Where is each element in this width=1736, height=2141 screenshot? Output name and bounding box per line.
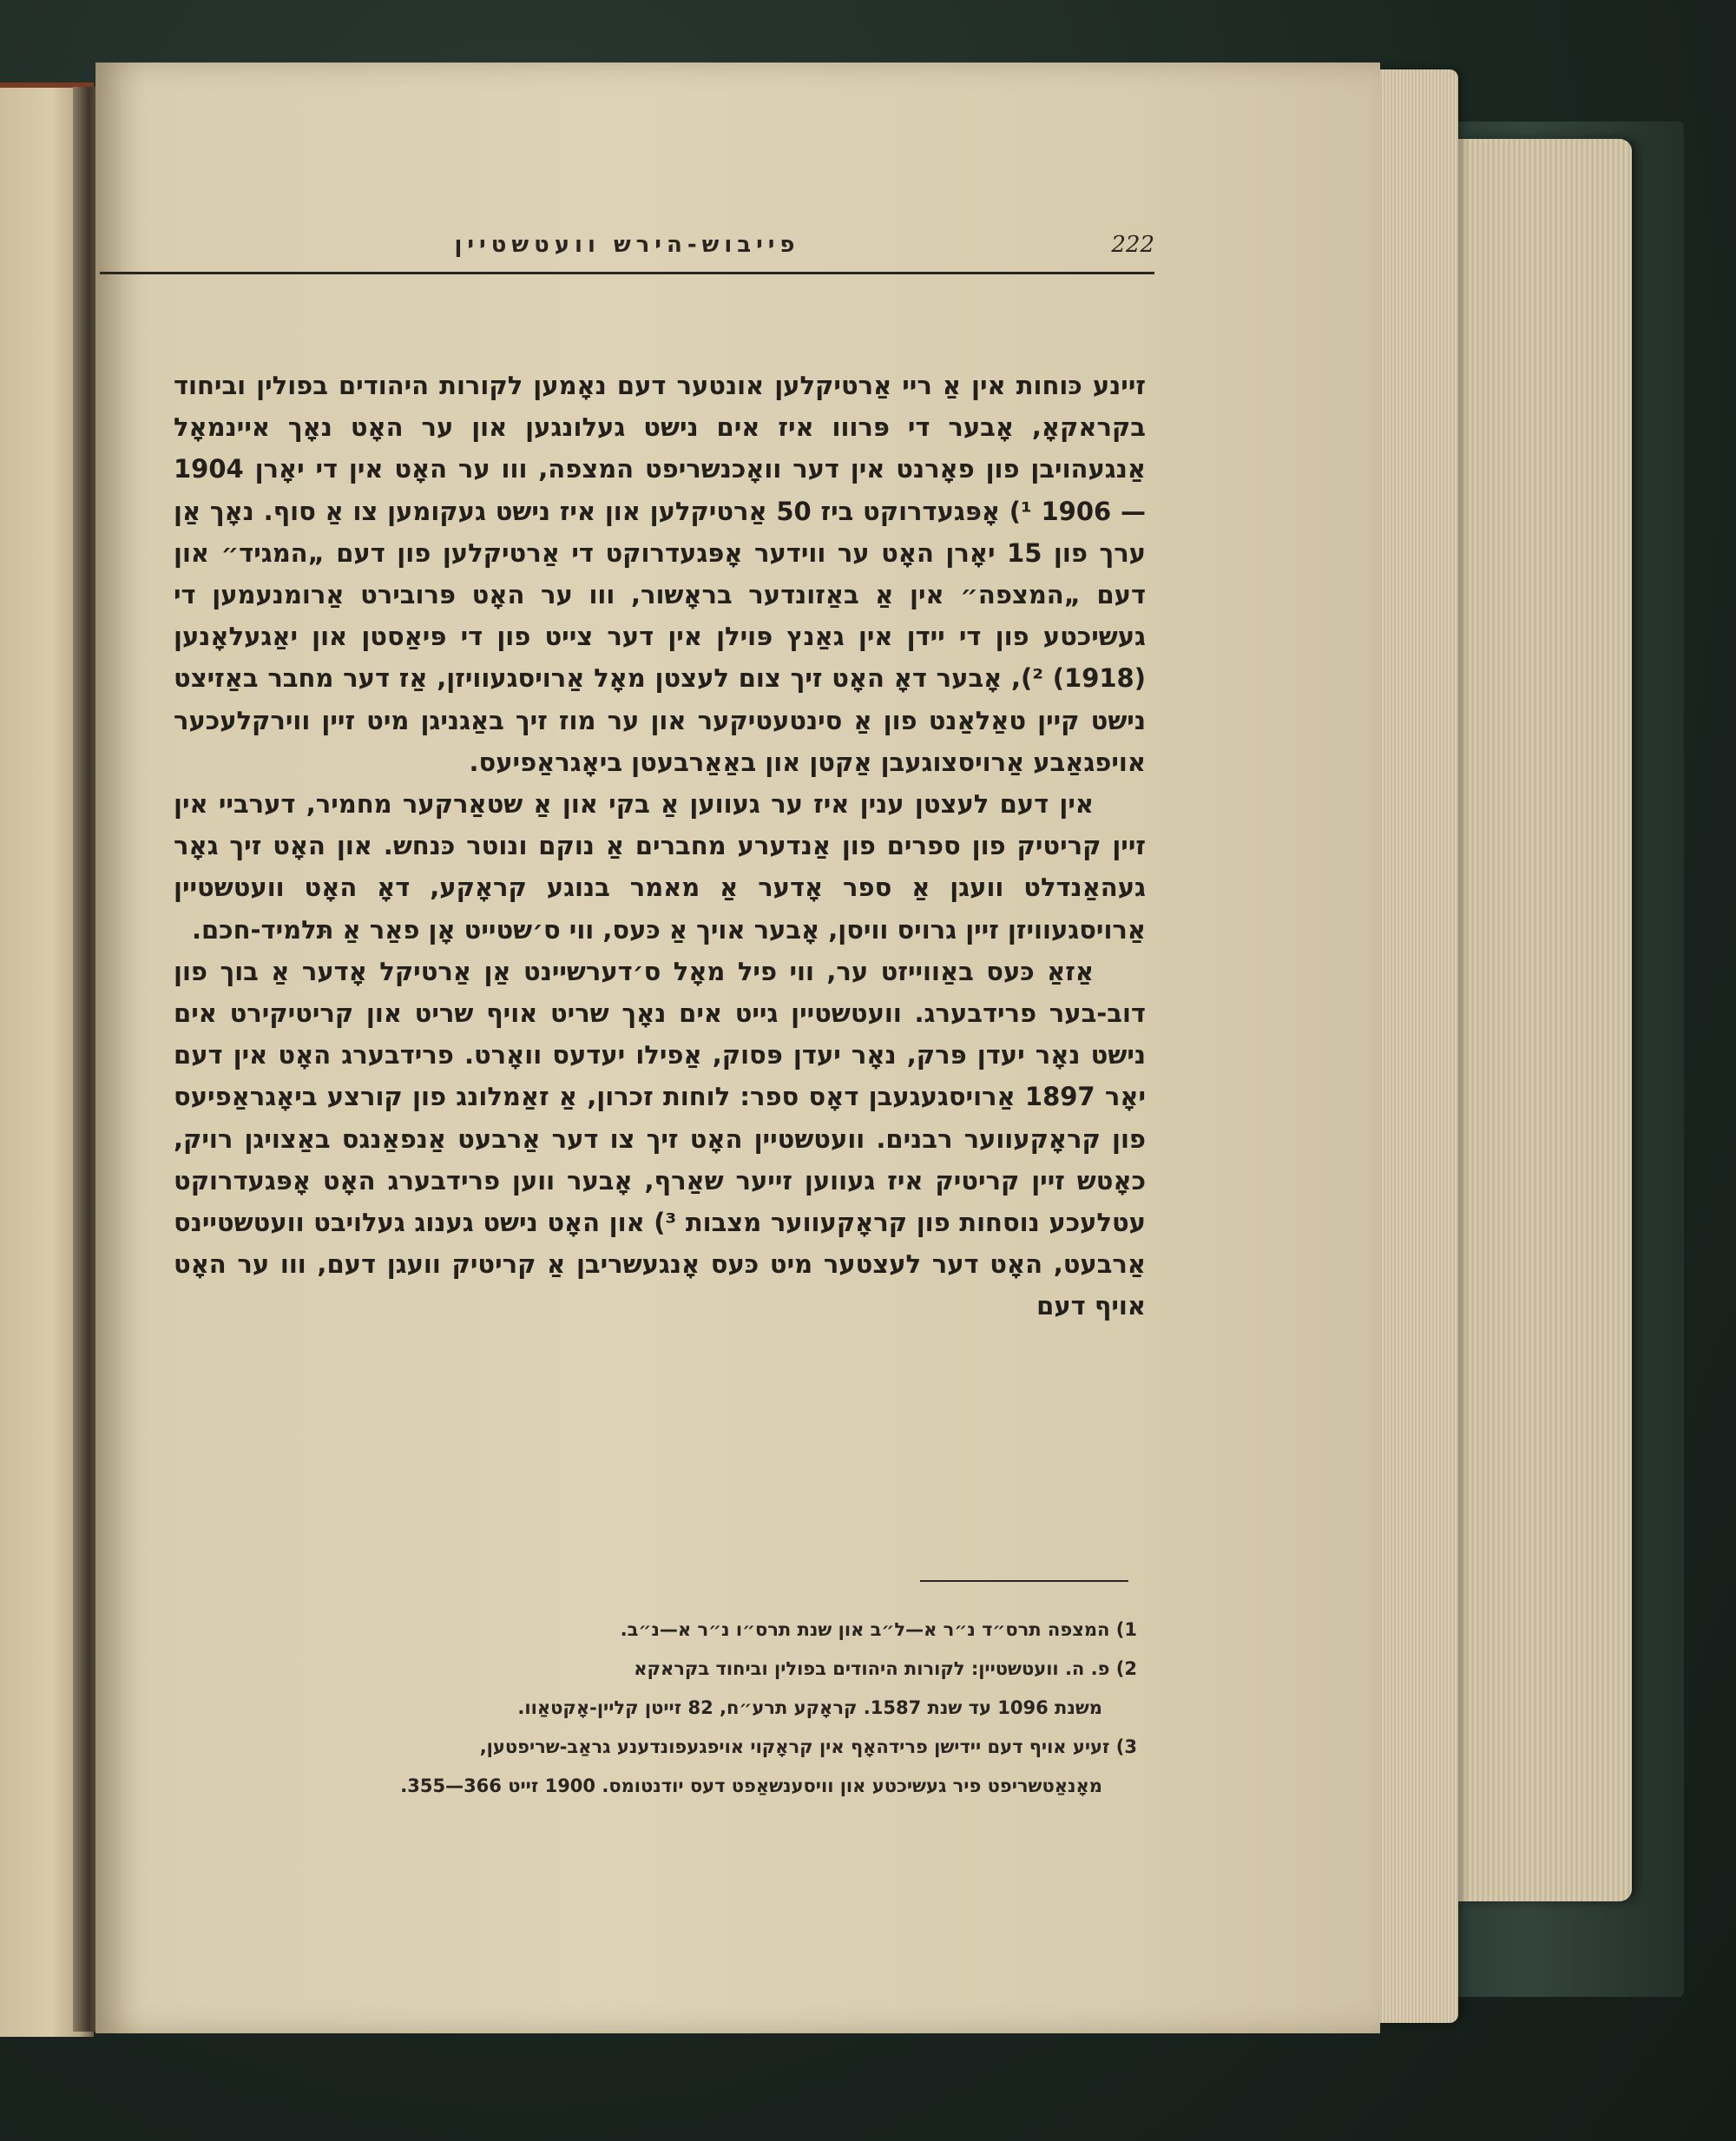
- footnote-rule: [920, 1580, 1128, 1582]
- footnote-2: 2) פ. ה. וועטשטיין: לקורות היהודים בפולין וביחוד בקראקא: [634, 1658, 1137, 1679]
- running-title: פייבוש-הירש וועטשטיין: [454, 232, 800, 258]
- paragraph-2: אין דעם לעצטן ענין איז ער געווען אַ בקי און אַ שטאַרקער מחמיר, דערביי אין זיין קריטיק פון ספרים פון אַנדערע מחברים אַ נוקם ונוטר כּנחש. און האָט זיך גאָר געהאַנדלט וועגן אַ ספר אָדער אַ מאמר בנוגע קראָקע, דאָ האָט וועטשטיין אַרויסגעוויזן זיין גרויס וויסן, אָבער אויך אַ כּעס, ווי ס׳שטייט אָן פאַר אַ תּלמיד-חכם.: [174, 789, 1146, 945]
- footnotes: [174, 1611, 1137, 1806]
- page-number: 222: [1111, 232, 1154, 258]
- main-text: [174, 365, 1146, 1327]
- footnote-3: 3) זעיע אויף דעם יידישן פרידהאָף אין קראָקוי אויפגעפונדענע גראַב-שריפטען,: [479, 1736, 1137, 1757]
- footnote-3-continuation: מאָנאַטשריפט פיר געשיכטע און וויסענשאַפט דעס יודנטומס. 1900 זייט 366—355.: [400, 1775, 1102, 1796]
- page-edges-lower: [1458, 139, 1632, 1901]
- header-rule: [100, 272, 1154, 274]
- paragraph-3: אַזאַ כּעס באַווייזט ער, ווי פיל מאָל ס׳דערשיינט אַן אַרטיקל אָדער אַ בוך פון דוב-בער פרידבערג. וועטשטיין גייט אים נאָך שריט אויף שריט און קריטיקירט אים נישט נאָר יעדן פּרק, נאָר יעדן פּסוק, אַפילו יעדעס וואָרט. פרידבערג האָט אין דעם יאָר 1897 אַרויסגעגעבן דאָס ספר: לוחות זכרון, אַ זאַמלונג פון קורצע ביאָגראַפיעס פון קראָקעווער רבנים. וועטשטיין האָט זיך צו דער אַרבעט אַנפאַנגס באַצויגן רויק, כאָטש זיין קריטיק איז געווען זייער שאַרף, אָבער ווען פרידבערג האָט אָפּגעדרוקט עטלעכע נוסחות פון קראָקעווער מצבות ³) און האָט נישט גענוג געלויבט וועטשטיינס אַרבעט, האָט דער לעצטער מיט כּעס אָנגעשריבן אַ קריטיק וועגן דעם, ווו ער האָט אויף דעם: [174, 956, 1146, 1321]
- running-head: [100, 221, 1154, 282]
- footnote-1: 1) המצפה תרס״ד נ״ר א—ל״ב און שנת תרס״ו נ״ר א—נ״ב.: [620, 1619, 1137, 1640]
- paragraph-1: זיינע כּוחות אין אַ ריי אַרטיקלען אונטער דעם נאָמען לקורות היהודים בפולין וביחוד בקראקאָ, אָבער די פּרווו איז אים נישט געלונגען און ער האָט נאָך איינמאָל אַנגעהויבן פון פאָרנט אין דער וואָכנשריפט המצפה, ווו ער האָט אין די יאָרן 1904 — 1906 ¹) אָפּגעדרוקט ביז 50 אַרטיקלען און איז נישט געקומען צו אַ סוף. נאָך אַן ערך פון 15 יאָרן האָט ער ווידער אָפּגעדרוקט די אַרטיקלען פון דעם „המגיד״ און דעם „המצפה״ אין אַ באַזונדער בראָשור, ווו ער האָט פּרובירט אַרומנעמען די געשיכטע פון די יידן אין גאַנץ פּוילן אין דער צייט פון די פּיאַסטן און יאַגעלאָנען (1918) ²), אָבער דאָ האָט זיך צום לעצטן מאָל אַרויסגעוויזן, אַז דער מחבר באַזיצט נישט קיין טאַלאַנט פון אַ סינטעטיקער און ער מוז זיך באַגניגן מיט זיין ווירקלעכער אויפגאַבע אַרויסצוגעבן אַקטן און באַאַרבעטן ביאָגראַפיעס.: [174, 371, 1146, 777]
- footnote-2-continuation: משנת 1096 עד שנת 1587. קראָקע תרע״ח, 82 זייטן קליין-אָקטאַוו.: [517, 1697, 1102, 1718]
